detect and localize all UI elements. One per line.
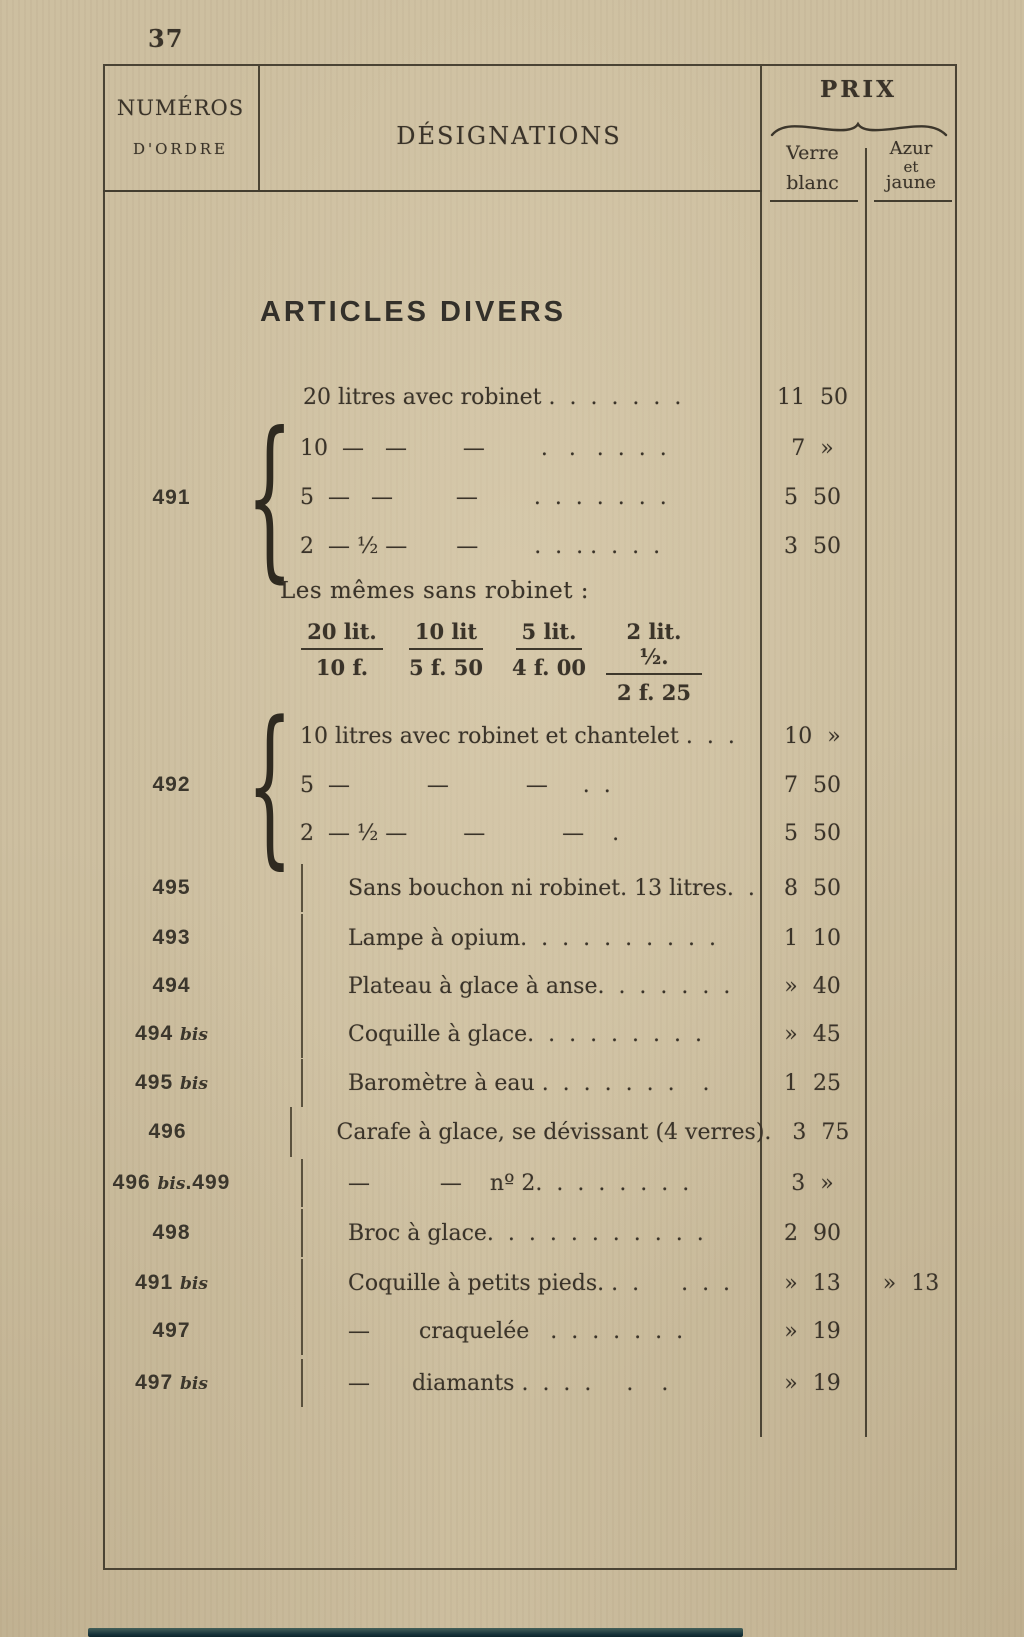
table-row — [300, 761, 957, 810]
header-azur-line1: Azur — [889, 138, 933, 159]
group-brace — [240, 396, 300, 599]
subtable-size: 2 lit. ½. — [606, 619, 702, 675]
row-divider — [240, 1159, 303, 1207]
table-row — [300, 712, 957, 761]
price-verre-blanc: 10 » — [784, 723, 841, 749]
price-verre-blanc: 5 50 — [784, 821, 841, 847]
header-azur-line2: et — [903, 158, 919, 176]
row-number: 496 bis.499 — [112, 1171, 231, 1194]
price-verre-blanc: » 13 — [784, 1270, 841, 1296]
price-verre-blanc: » 45 — [784, 1021, 841, 1047]
row-designation: 5 — — — . . — [300, 772, 611, 798]
header-verre-line2: blanc — [786, 172, 839, 194]
row-number: 494 bis — [135, 1022, 208, 1045]
page-number: 37 — [148, 24, 184, 53]
subtable-price: 5 f. 50 — [408, 655, 484, 680]
subtable-col — [510, 619, 588, 680]
row-divider — [240, 1259, 303, 1307]
subtable-col — [606, 619, 702, 705]
row-designation: Plateau à glace à anse. . . . . . . — [348, 973, 731, 999]
row-designation: 2 — ½ — — . . . . . . . — [300, 534, 661, 559]
subtable-size: 5 lit. — [516, 619, 583, 650]
subtable-row — [103, 616, 957, 708]
table-row — [103, 1209, 957, 1257]
subtable-price: 2 f. 25 — [616, 680, 692, 705]
group-rows — [300, 712, 957, 858]
subtable — [103, 619, 760, 705]
row-number: 496 — [148, 1120, 187, 1143]
subtable-col — [300, 619, 384, 680]
azur-underline — [874, 200, 952, 202]
table-row — [103, 1359, 957, 1407]
row-number: 494 — [152, 974, 191, 997]
group-rows — [300, 424, 957, 571]
row-number: 495 bis — [135, 1071, 208, 1094]
table-row — [103, 1159, 957, 1207]
row-divider — [240, 1209, 303, 1257]
page-edge-shadow — [88, 1628, 743, 1637]
header-numeros-line2: D'ORDRE — [132, 140, 228, 158]
row-number: 497 bis — [135, 1371, 208, 1394]
row-divider — [240, 962, 303, 1010]
table-row — [103, 1259, 957, 1307]
price-verre-blanc: 1 25 — [784, 1070, 841, 1096]
group-brace — [240, 684, 300, 885]
table-row — [103, 864, 957, 912]
row-designation: Sans bouchon ni robinet. 13 litres. . — [348, 875, 755, 901]
header-underline — [103, 190, 762, 192]
header-numeros-line1: NUMÉROS — [116, 96, 245, 120]
row-designation: — — nº 2. . . . . . . . — [348, 1170, 690, 1196]
row-number: 492 — [152, 773, 191, 796]
brace-glyph: { — [247, 684, 293, 885]
header-designations: DÉSIGNATIONS — [396, 122, 622, 150]
row-designation: Baromètre à eau . . . . . . . . — [348, 1070, 710, 1096]
table-row — [103, 1059, 957, 1107]
table-row — [300, 473, 957, 522]
brace-glyph: { — [246, 396, 294, 599]
price-verre-blanc: 2 90 — [784, 1220, 841, 1246]
row-designation: Lampe à opium. . . . . . . . . . — [348, 925, 716, 951]
row-designation: 2 — ½ — — — . — [300, 821, 620, 847]
row-designation: 20 litres avec robinet . . . . . . . — [303, 384, 682, 410]
row-number: 491 — [152, 485, 191, 509]
price-verre-blanc: 7 » — [791, 436, 834, 461]
row-number: 495 — [152, 876, 191, 899]
subtable-col — [402, 619, 490, 680]
table-row — [103, 1010, 957, 1058]
header-verre-line1: Verre — [786, 142, 839, 164]
table-row — [103, 372, 957, 422]
price-verre-blanc: » 19 — [784, 1318, 841, 1344]
table-row — [103, 1307, 957, 1355]
row-designation: — diamants . . . . . . — [348, 1370, 669, 1396]
table-row — [300, 809, 957, 858]
price-verre-blanc: 3 » — [791, 1170, 834, 1196]
row-divider — [240, 864, 303, 912]
price-verre-blanc: 3 75 — [792, 1119, 850, 1145]
table-row — [103, 962, 957, 1010]
row-divider — [240, 1059, 303, 1107]
row-divider — [240, 1359, 303, 1407]
subtable-price: 4 f. 00 — [511, 655, 587, 680]
row-divider — [232, 1107, 291, 1157]
header-azur-line3: jaune — [885, 172, 937, 193]
price-verre-blanc: 3 50 — [784, 534, 841, 559]
price-verre-blanc: 5 50 — [784, 485, 841, 510]
row-designation: 10 litres avec robinet et chantelet . . . — [300, 723, 735, 749]
subtable-size: 20 lit. — [301, 619, 383, 650]
note-text: Les mêmes sans robinet : — [280, 578, 590, 604]
section-title: ARTICLES DIVERS — [259, 296, 567, 328]
table-row — [300, 424, 957, 473]
row-designation: — craquelée . . . . . . . — [348, 1318, 684, 1344]
price-verre-blanc: » 40 — [784, 973, 841, 999]
row-number: 498 — [152, 1221, 191, 1244]
row-designation: Carafe à glace, se dévissant (4 verres). — [336, 1119, 772, 1145]
verre-underline — [770, 200, 858, 202]
subtable-price: 10 f. — [315, 655, 369, 680]
table-row — [103, 1107, 957, 1157]
row-divider — [240, 1307, 303, 1355]
header-prix: PRIX — [819, 76, 897, 103]
row-divider — [240, 914, 303, 962]
row-designation: Coquille à glace. . . . . . . . . — [348, 1021, 702, 1047]
row-number: 493 — [152, 926, 191, 949]
row-number: 497 — [152, 1319, 191, 1342]
price-verre-blanc: 8 50 — [784, 875, 841, 901]
row-designation: Coquille à petits pieds. . . . . . — [348, 1270, 731, 1296]
price-azur-jaune: » 13 — [882, 1270, 940, 1296]
table-row — [300, 522, 957, 571]
table-row — [103, 914, 957, 962]
price-verre-blanc: 11 50 — [777, 384, 848, 410]
row-divider — [240, 1010, 303, 1058]
price-verre-blanc: 7 50 — [784, 772, 841, 798]
row-number: 491 bis — [135, 1271, 208, 1294]
subtable-size: 10 lit — [409, 619, 483, 650]
note-row — [103, 568, 957, 614]
price-verre-blanc: » 19 — [784, 1370, 841, 1396]
row-designation: 10 — — — . . . . . . — [300, 436, 667, 461]
prix-brace — [768, 120, 950, 138]
row-designation: 5 — — — . . . . . . . — [300, 485, 667, 510]
row-designation: Broc à glace. . . . . . . . . . . — [348, 1220, 704, 1246]
price-verre-blanc: 1 10 — [784, 925, 841, 951]
